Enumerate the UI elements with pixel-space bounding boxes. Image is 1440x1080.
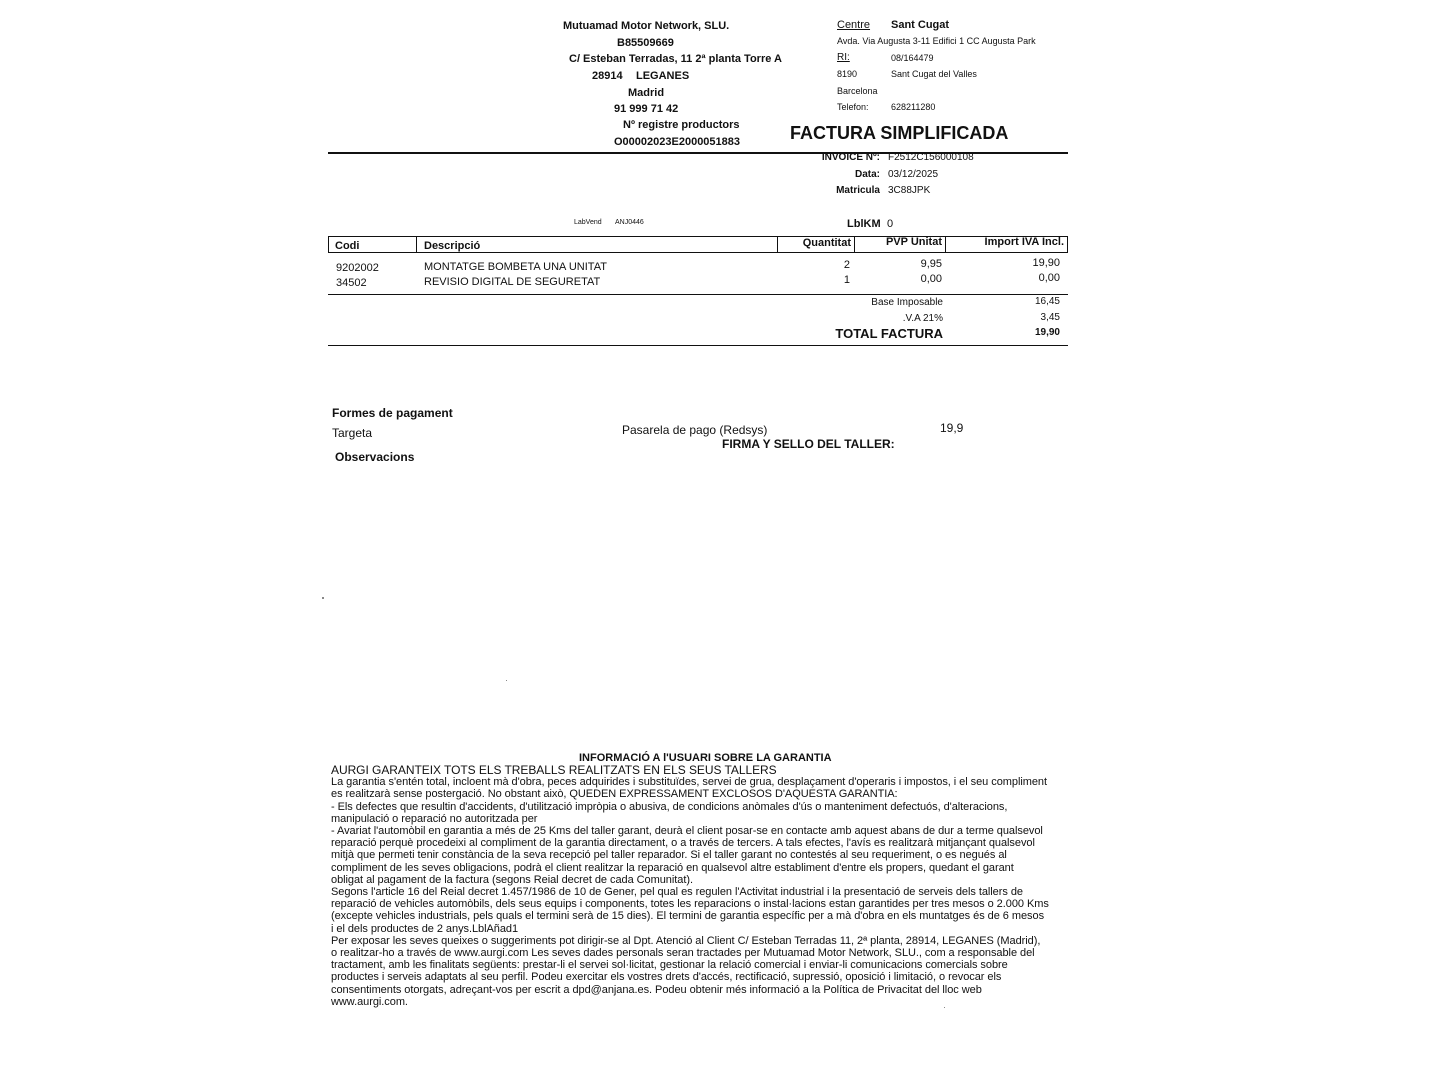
warranty-line: manipulació o reparació no autoritzada per: [331, 812, 538, 825]
km-label: LblKM: [847, 218, 881, 230]
producer-reg-label: Nº registre productors: [623, 119, 740, 131]
centre-address: Avda. Via Augusta 3-11 Edifici 1 CC Augusta Park: [837, 36, 1036, 46]
base-label: Base Imposable: [871, 297, 943, 308]
warranty-line: www.aurgi.com.: [331, 995, 408, 1008]
company-cif: B85509669: [617, 37, 674, 49]
warranty-line: (excepte vehicles industrials, pels quals el termini serà de 15 dies). El termini de garantia específic per a mà d'obra en els muntatges és de 6 mesos: [331, 910, 1045, 923]
invoice-plate-label: Matricula: [836, 185, 880, 196]
company-province: Madrid: [628, 87, 665, 99]
table-bottom-rule: [328, 294, 1068, 295]
centre-phone-label: Telefon:: [837, 102, 869, 112]
total-value: 19,90: [1034, 327, 1060, 338]
total-label: TOTAL FACTURA: [835, 326, 943, 341]
warranty-line: tractament, amb les finalitats següents: prestar-li el servei sol·licitat, gestionar la relació comercial i enviar-li comunicacions comercials sobre: [331, 959, 1008, 972]
invoice-date-label: Data:: [854, 169, 880, 180]
row-quantity: 1: [843, 274, 850, 286]
base-value: 16,45: [1034, 296, 1060, 307]
invoice-number: F2512C156000108: [888, 152, 974, 163]
table-header-bottom-rule: [328, 252, 1068, 253]
warranty-line: es realitzarà sense postergació. No obstant això, QUEDEN EXPRESSAMENT EXCLOSOS D'AQUESTA GARANTIA:: [331, 788, 898, 801]
centre-name: Sant Cugat: [891, 19, 950, 31]
warranty-line: mitjà que permeti tenir constància de la seva recepció pel taller reparador. Si el taller garant no contestés al seu requeriment, o es negués al: [331, 849, 1007, 862]
warranty-line: obligat al pagament de la factura (segons Reial decret de cada Comunitat).: [331, 873, 693, 886]
company-postal-code: 28914: [592, 70, 623, 82]
centre-ri-label: RI:: [837, 52, 850, 63]
company-name: Mutuamad Motor Network, SLU.: [563, 20, 730, 32]
vat-label: .V.A 21%: [902, 313, 943, 324]
warranty-line: i el dels productes de 2 anys.LblAñad1: [331, 922, 519, 935]
payment-heading: Formes de pagament: [332, 406, 453, 420]
scan-speck: [322, 597, 324, 599]
col-header-amount: Import IVA Incl.: [984, 236, 1064, 248]
table-col-border: [777, 236, 778, 252]
row-amount: 19,90: [1032, 257, 1060, 269]
table-col-border: [945, 236, 946, 252]
document-title: FACTURA SIMPLIFICADA: [790, 123, 1009, 143]
centre-postal-code: 8190: [837, 69, 858, 79]
row-code: 34502: [336, 277, 367, 289]
warranty-text: [331, 764, 1096, 1008]
invoice-number-label: INVOICE Nº:: [821, 152, 880, 163]
invoice-date: 03/12/2025: [888, 169, 939, 180]
col-header-unit-price: PVP Unitat: [885, 236, 942, 248]
centre-city: Sant Cugat del Valles: [891, 69, 977, 79]
row-quantity: 2: [843, 259, 850, 271]
vendor-code: ANJ0446: [615, 219, 644, 226]
warranty-line: - Avariat l'automòbil en garantia a més de 25 Kms del taller garant, deurà el client posar-se en contacte amb aquest abans de dur a terme qualsevol: [331, 825, 1043, 838]
row-description: MONTATGE BOMBETA UNA UNITAT: [424, 261, 607, 273]
scan-speck: [506, 680, 507, 681]
table-col-border: [328, 236, 329, 252]
warranty-line: La garantia s'entén total, incloent mà d'obra, peces adquirides i substituïdes, servei de grua, desplaçament d'operaris i impostos, i el seu compliment: [331, 776, 1047, 789]
warranty-line: consentiments otorgats, adreçant-vos per escrit a dpd@anjana.es. Podeu obtenir més informació a la Política de Privacitat del lloc web: [331, 983, 982, 996]
payment-amount: 19,9: [940, 421, 964, 435]
row-unit-price: 0,00: [920, 273, 942, 285]
payment-method: Targeta: [332, 426, 373, 440]
producer-reg-number: O00002023E2000051883: [614, 136, 741, 148]
totals-bottom-rule: [328, 345, 1068, 346]
warranty-line: Per exposar les seves queixes o suggeriments pot dirigir-se al Dpt. Atenció al Client C/ Esteban Terradas 11, 2ª planta, 28914, LEGANES (Madrid),: [331, 934, 1041, 947]
warranty-line: AURGI GARANTEIX TOTS ELS TREBALLS REALITZATS EN ELS SEUS TALLERS: [331, 764, 777, 777]
km-value: 0: [887, 218, 894, 230]
centre-province: Barcelona: [837, 86, 878, 96]
observations-label: Observacions: [335, 450, 415, 464]
col-header-description: Descripció: [424, 240, 481, 252]
col-header-quantity: Quantitat: [802, 237, 851, 249]
company-address: C/ Esteban Terradas, 11 2ª planta Torre A: [569, 53, 782, 65]
vat-value: 3,45: [1040, 312, 1060, 323]
warranty-line: reparació de vehicles automòbils, dels seus equips i components, totes les reparacions o instal·lacions estan garantides per tres mesos o 2.000 Kms: [331, 898, 1049, 911]
invoice-plate: 3C88JPK: [888, 185, 931, 196]
company-city: LEGANES: [636, 70, 690, 82]
warranty-line: Segons l'article 16 del Reial decret 1.457/1986 de 10 de Gener, pel qual es regulen l'Activitat industrial i la presentació de serveis dels tallers de: [331, 886, 1023, 899]
table-col-border: [854, 236, 855, 252]
payment-gateway: Pasarela de pago (Redsys): [622, 423, 768, 437]
table-col-border: [1067, 236, 1068, 252]
warranty-line: - Els defectes que resultin d'accidents, d'utilització impròpia o abusiva, de condicions anòmales d'ús o manteniment defectuós, d'alteracions,: [331, 800, 1008, 813]
row-amount: 0,00: [1038, 272, 1060, 284]
warranty-title: INFORMACIÓ A l'USUARI SOBRE LA GARANTIA: [579, 752, 832, 764]
row-description: REVISIO DIGITAL DE SEGURETAT: [424, 276, 601, 288]
warranty-line: o realitzar-ho a través de www.aurgi.com Les seves dades personals seran tractades per Mutuamad Motor Network, SLU., com a responsable del: [331, 947, 1035, 960]
table-col-border: [416, 236, 417, 252]
signature-label: FIRMA Y SELLO DEL TALLER:: [722, 437, 895, 451]
centre-phone: 628211280: [891, 102, 936, 112]
company-phone: 91 999 71 42: [614, 103, 679, 115]
centre-label: Centre: [837, 19, 871, 31]
centre-ri-value: 08/164479: [891, 53, 934, 63]
vendor-label: LabVend: [574, 219, 602, 226]
warranty-line: productes i serveis adaptats al seu perfil. Podeu exercitar els vostres drets d'accés, rectificació, supressió, oposició i limitació, o revocar els: [331, 971, 1002, 984]
col-header-code: Codi: [335, 240, 360, 252]
warranty-line: compliment de les seves obligacions, podrà el client realitzar la reparació en qualsevol altre establiment d'entre els propers, quedant el garant: [331, 861, 1014, 874]
row-unit-price: 9,95: [920, 258, 942, 270]
row-code: 9202002: [336, 262, 379, 274]
warranty-line: reparació perquè procedeixi al compliment de la garantia directament, o a través de tercers. A tals efectes, l'avís es realitzarà mitjançant qualsevol: [331, 837, 1035, 850]
